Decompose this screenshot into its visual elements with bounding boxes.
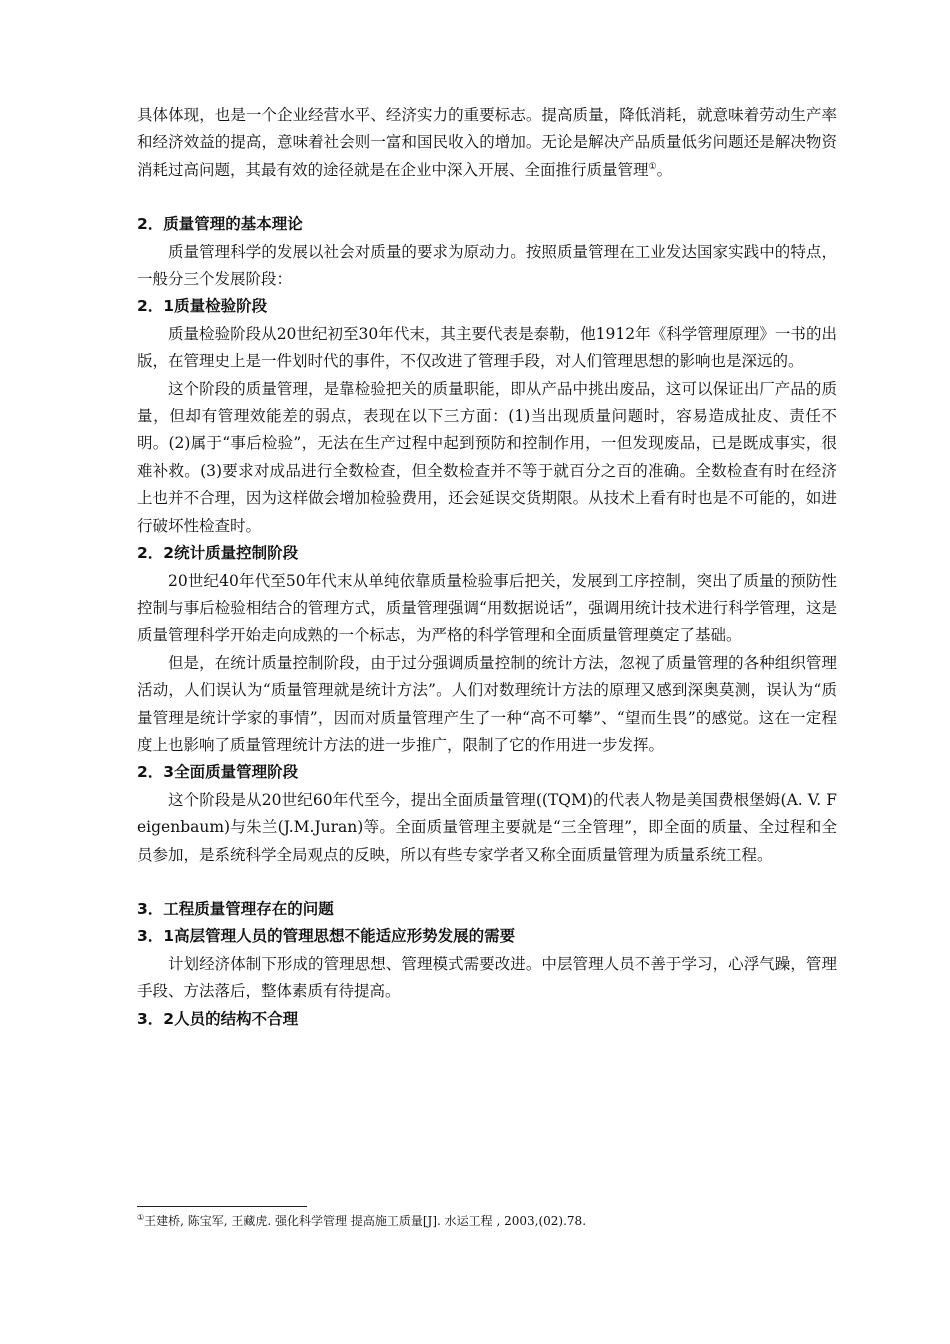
document-body — [137, 102, 837, 1033]
section-heading: 2．质量管理的基本理论 — [137, 215, 303, 234]
body-paragraph: 质量检验阶段从20世纪初至30年代末，其主要代表是泰勒，他1912年《科学管理原理》一书的出版，在管理史上是一件划时代的事件，不仅改进了管理手段，对人们管理思想的影响也是深远的。 — [137, 324, 837, 371]
subsection-heading: 2．3全面质量管理阶段 — [137, 763, 299, 782]
body-paragraph: 20世纪40年代至50年代末从单纯依靠质量检验事后把关，发展到工序控制，突出了质量的预防性控制与事后检验相结合的管理方式，质量管理强调“用数据说话”，强调用统计技术进行科学管理，这是质量管理科学开始走向成熟的一个标志，为严格的科学管理和全面质量管理奠定了基础。 — [137, 571, 837, 645]
footnote-text: 王建桥, 陈宝军, 王藏虎. 强化科学管理 提高施工质量[J]. 水运工程 , 2003,(02).78. — [144, 1214, 587, 1228]
subsection-heading: 3．1高层管理人员的管理思想不能适应形势发展的需要 — [137, 927, 516, 946]
footnote-mark: ① — [137, 1213, 145, 1222]
section-heading: 3．工程质量管理存在的问题 — [137, 899, 334, 918]
intro-paragraph: 具体体现，也是一个企业经营水平、经济实力的重要标志。提高质量，降低消耗，就意味着劳动生产率和经济效益的提高，意味着社会则一富和国民收入的增加。无论是解决产品质量低劣问题还是解决物资消耗过高问题，其最有效的途径就是在企业中深入开展、全面推行质量管理①。 — [137, 106, 837, 179]
subsection-heading: 2．2统计质量控制阶段 — [137, 544, 299, 563]
footnote-reference[interactable]: ① — [648, 161, 657, 172]
body-paragraph: 这个阶段是从20世纪60年代至今，提出全面质量管理((TQM)的代表人物是美国费根堡姆(A. V. Feigenbaum)与朱兰(J.M.Juran)等。全面质量管理主要就是“三全管理”，即全面的质量、全过程和全员参加，是系统科学全局观点的反映，所以有些专家学者又称全面质量管理为质量系统工程。 — [137, 790, 837, 864]
subsection-heading: 2．1质量检验阶段 — [137, 297, 268, 316]
body-paragraph: 质量管理科学的发展以社会对质量的要求为原动力。按照质量管理在工业发达国家实践中的特点，一般分三个发展阶段： — [137, 242, 837, 289]
footnote — [137, 1212, 837, 1230]
footnote-divider — [137, 1206, 307, 1207]
body-paragraph: 这个阶段的质量管理，是靠检验把关的质量职能，即从产品中挑出废品，这可以保证出厂产品的质量，但却有管理效能差的弱点，表现在以下三方面：(1)当出现质量问题时，容易造成扯皮、责任不明。(2)属于“事后检验”，无法在生产过程中起到预防和控制作用，一但发现废品，已是既成事实，很难补救。(3)要求对成品进行全数检查，但全数检查并不等于就百分之百的准确。全数检查有时在经济上也并不合理，因为这样做会增加检验费用，还会延误交货期限。从技术上看有时也是不可能的，如进行破坏性检查时。 — [137, 379, 837, 535]
body-paragraph: 但是，在统计质量控制阶段，由于过分强调质量控制的统计方法，忽视了质量管理的各种组织管理活动，人们误认为“质量管理就是统计方法”。人们对数理统计方法的原理又感到深奥莫测，误认为“质量管理是统计学家的事情”，因而对质量管理产生了一种“高不可攀”、“望而生畏”的感觉。这在一定程度上也影响了质量管理统计方法的进一步推广，限制了它的作用进一步发挥。 — [137, 653, 837, 754]
body-paragraph: 计划经济体制下形成的管理思想、管理模式需要改进。中层管理人员不善于学习，心浮气躁，管理手段、方法落后，整体素质有待提高。 — [137, 954, 837, 1001]
subsection-heading: 3．2人员的结构不合理 — [137, 1009, 299, 1028]
